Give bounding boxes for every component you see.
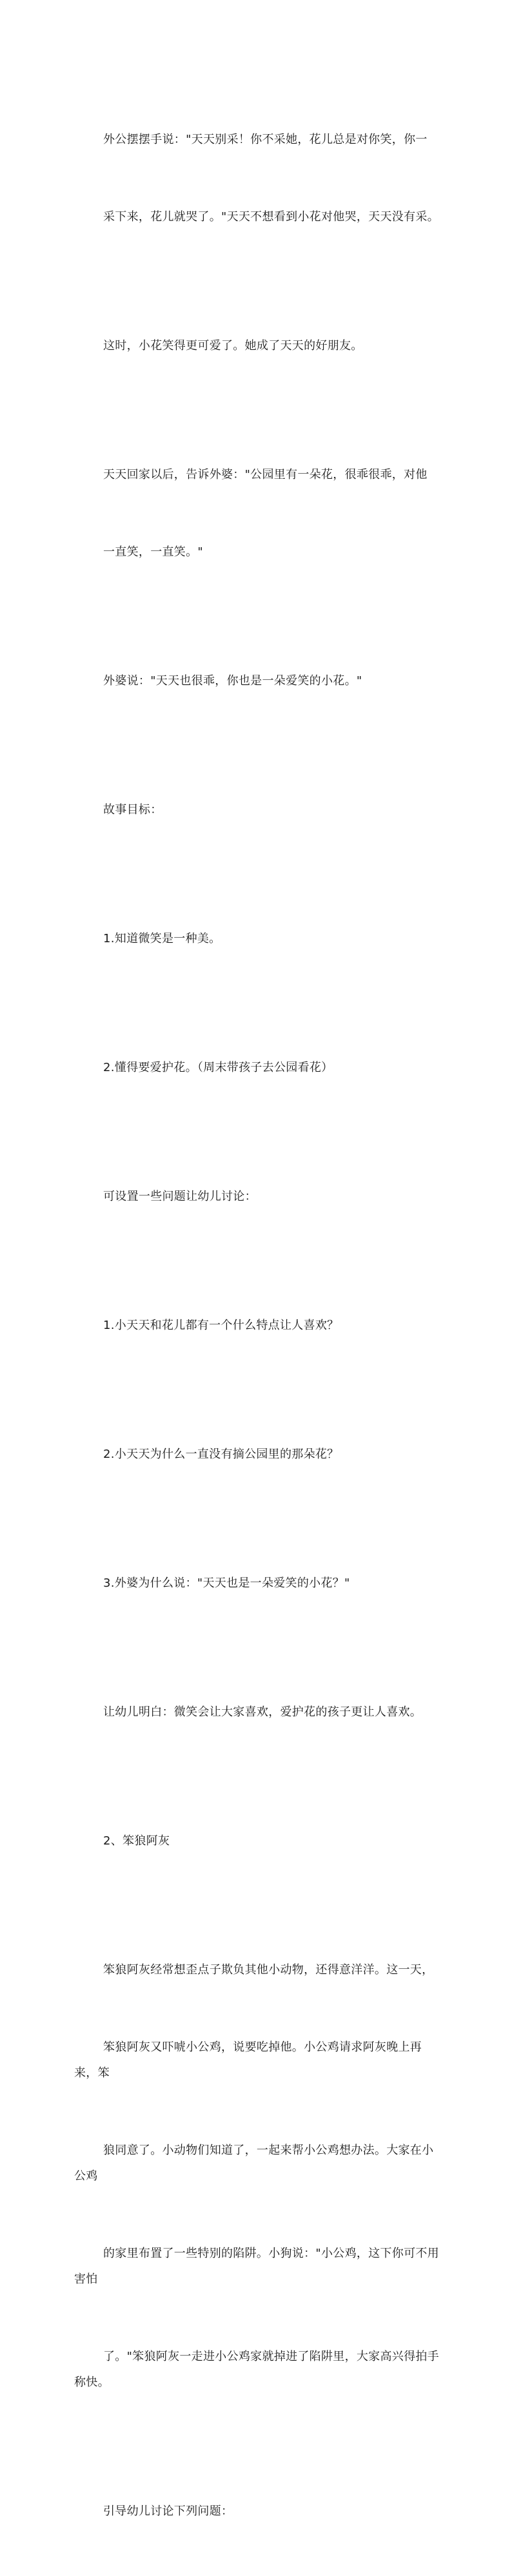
paragraph-lesson (74, 1648, 445, 1777)
text-line: 的家里布置了一些特别的陷阱。小狗说："小公鸡，这下你可不用害怕 (74, 2247, 439, 2286)
text-line: 2.小天天为什么一直没有摘公园里的那朵花？ (103, 1448, 339, 1461)
section-heading-goals (74, 746, 445, 875)
text-line: 外公摆摆手说："天天别采！你不采她，花儿总是对你笑，你一 (103, 133, 428, 146)
text-line: 可设置一些问题让幼儿讨论： (103, 1190, 257, 1203)
goal-item-1 (74, 875, 445, 1003)
goal-item-2 (74, 1003, 445, 1132)
text-line: 狼同意了。小动物们知道了，一起来帮小公鸡想办法。大家在小公鸡 (74, 2144, 434, 2183)
text-line: 笨狼阿灰经常想歪点子欺负其他小动物，还得意洋洋。这一天， (103, 1963, 434, 1977)
paragraph-discussion-prompt (74, 2447, 445, 2576)
paragraph-grandma-reply (74, 617, 445, 746)
text-line: 了。"笨狼阿灰一走进小公鸡家就掉进了陷阱里，大家高兴得拍手称快。 (74, 2350, 439, 2389)
paragraph-grandpa-advice (74, 75, 445, 282)
text-line: 2.懂得要爱护花。（周末带孩子去公园看花） (103, 1061, 333, 1074)
text-line: 天天回家以后，告诉外婆："公园里有一朵花，很乖很乖，对他 (103, 468, 428, 481)
text-line: 3.外婆为什么说："天天也是一朵爱笑的小花？" (103, 1576, 350, 1590)
question-item-1 (74, 1261, 445, 1390)
text-line: 让幼儿明白：微笑会让大家喜欢，爱护花的孩子更让人喜欢。 (103, 1705, 422, 1719)
text-line: 2、笨狼阿灰 (103, 1834, 170, 1848)
paragraph-friends (74, 282, 445, 411)
text-line: 外婆说："天天也很乖，你也是一朵爱笑的小花。" (103, 674, 362, 688)
text-line: 采下来，花儿就哭了。"天天不想看到小花对他哭，天天没有采。 (103, 210, 439, 224)
text-line: 引导幼儿讨论下列问题： (103, 2504, 233, 2518)
paragraph-tell-grandma (74, 411, 445, 617)
text-line: 1.知道微笑是一种美。 (103, 932, 221, 945)
document-body (74, 75, 445, 2576)
story-title-2 (74, 1777, 445, 1906)
paragraph-wolf-story (74, 1906, 445, 2447)
question-item-3 (74, 1519, 445, 1648)
text-line: 一直笑，一直笑。" (103, 545, 203, 559)
text-line: 1.小天天和花儿都有一个什么特点让人喜欢？ (103, 1319, 339, 1332)
text-line: 笨狼阿灰又吓唬小公鸡，说要吃掉他。小公鸡请求阿灰晚上再来，笨 (74, 2040, 422, 2080)
question-item-2 (74, 1390, 445, 1519)
text-line: 故事目标： (103, 803, 162, 817)
text-line: 这时，小花笑得更可爱了。她成了天天的好朋友。 (103, 339, 363, 353)
section-heading-questions (74, 1132, 445, 1261)
